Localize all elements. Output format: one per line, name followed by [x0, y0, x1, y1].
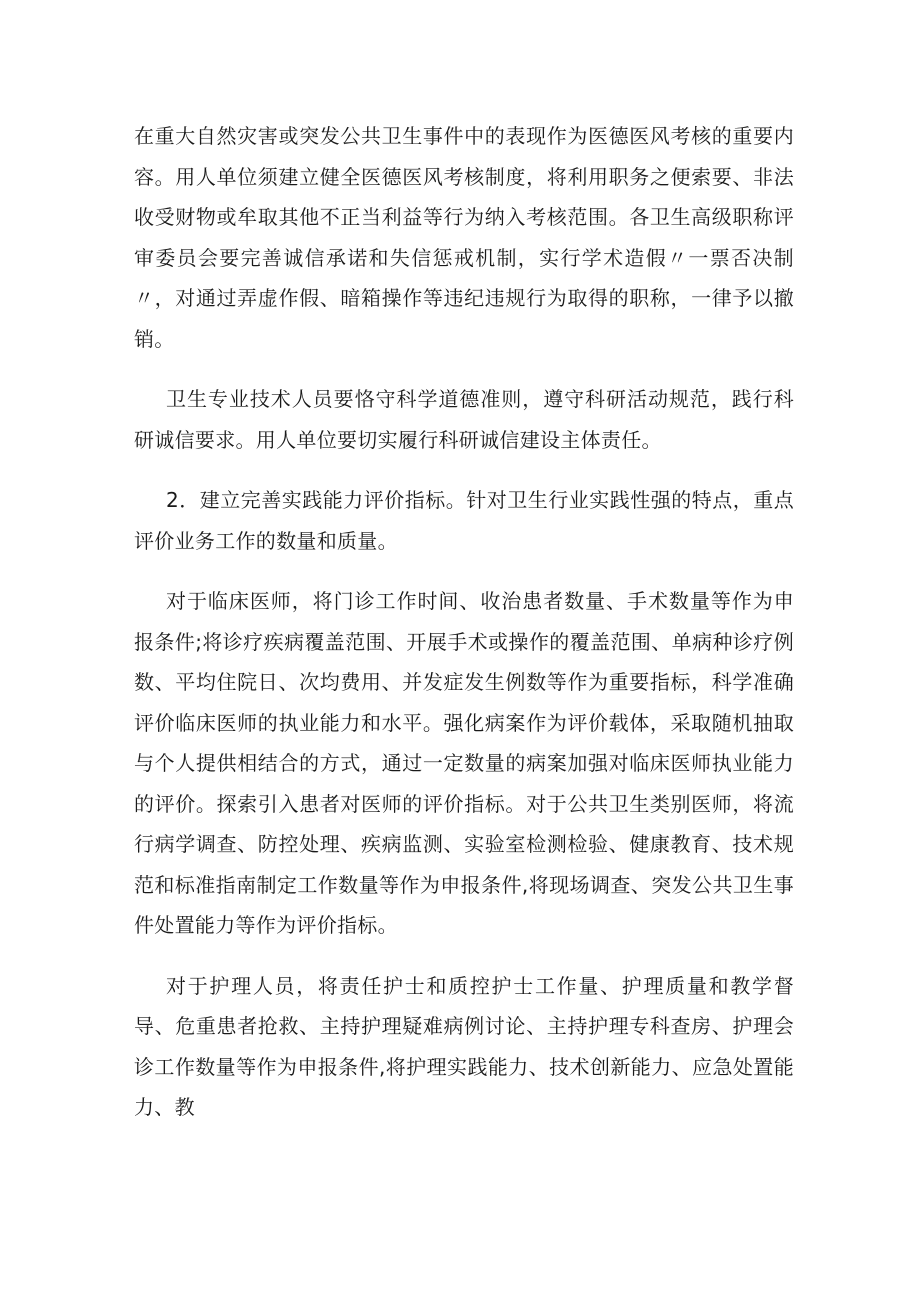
- paragraph-4: 对于临床医师，将门诊工作时间、收治患者数量、手术数量等作为申报条件;将诊疗疾病覆盖范围、开展手术或操作的覆盖范围、单病种诊疗例数、平均住院日、次均费用、并发症发生例数等作为重要指标，科学准确评价临床医师的执业能力和水平。强化病案作为评价载体，采取随机抽取与个人提供相结合的方式，通过一定数量的病案加强对临床医师执业能力的评价。探索引入患者对医师的评价指标。对于公共卫生类别医师，将流行病学调查、防控处理、疾病监测、实验室检测检验、健康教育、技术规范和标准指南制定工作数量等作为申报条件,将现场调查、突发公共卫生事件处置能力等作为评价指标。: [134, 589, 794, 937]
- paragraph-2: 卫生专业技术人员要恪守科学道德准则，遵守科研活动规范，践行科研诚信要求。用人单位要切实履行科研诚信建设主体责任。: [134, 387, 794, 452]
- paragraph-3: 2．建立完善实践能力评价指标。针对卫生行业实践性强的特点，重点评价业务工作的数量和质量。: [134, 488, 794, 553]
- paragraph-1: 在重大自然灾害或突发公共卫生事件中的表现作为医德医风考核的重要内容。用人单位须建立健全医德医风考核制度，将利用职务之便索要、非法收受财物或牟取其他不正当利益等行为纳入考核范围。各卫生高级职称评审委员会要完善诚信承诺和失信惩戒机制，实行学术造假〃一票否决制〃，对通过弄虚作假、暗箱操作等违纪违规行为取得的职称，一律予以撤销。: [134, 124, 794, 351]
- paragraph-5: 对于护理人员，将责任护士和质控护士工作量、护理质量和教学督导、危重患者抢救、主持护理疑难病例讨论、主持护理专科查房、护理会诊工作数量等作为申报条件,将护理实践能力、技术创新能力、应急处置能力、教: [134, 973, 794, 1119]
- document-body: [134, 116, 794, 1128]
